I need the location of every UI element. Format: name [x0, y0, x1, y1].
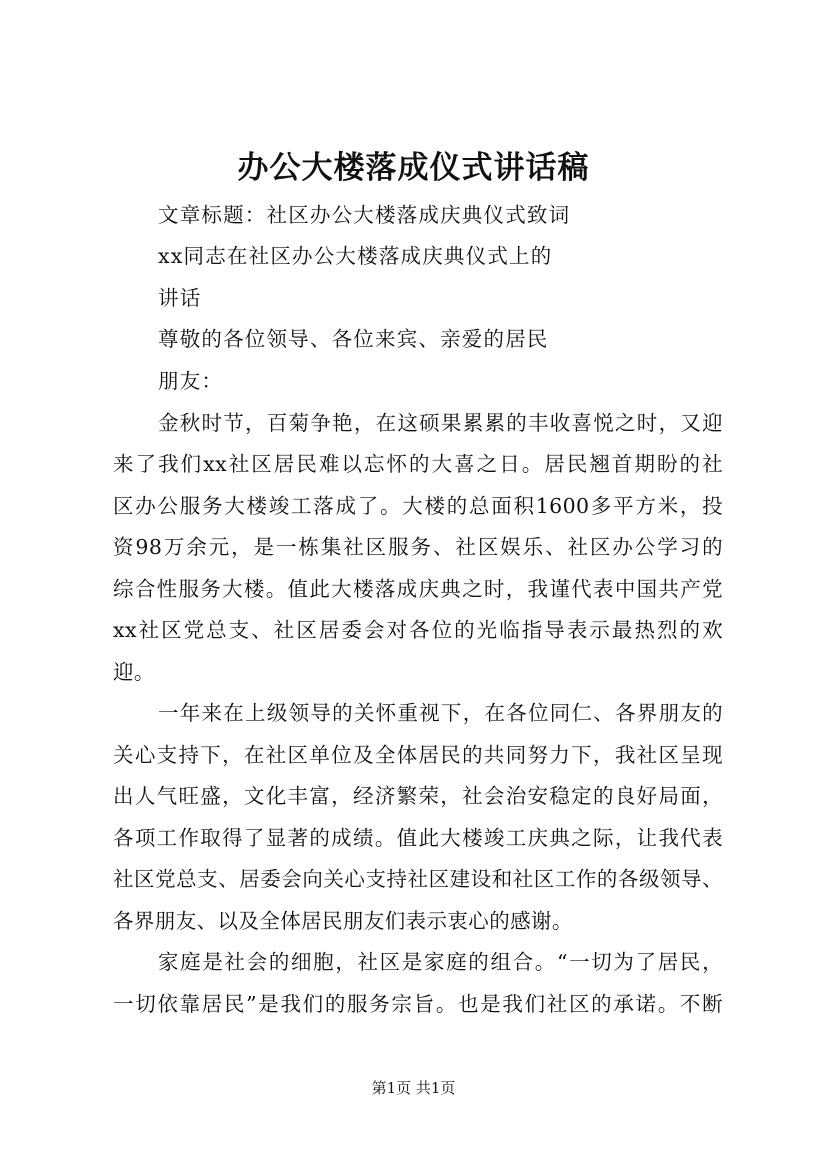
paragraph-3-line: 一切依靠居民”是我们的服务宗旨。也是我们社区的承诺。不断 [113, 992, 723, 1016]
paragraph-1-line: 资98万余元，是一栋集社区服务、社区娱乐、社区办公学习的 [113, 535, 723, 559]
paragraph-1-line: 来了我们xx社区居民难以忘怀的大喜之日。居民翘首期盼的社 [113, 452, 723, 476]
paragraph-1-line: 综合性服务大楼。值此大楼落成庆典之时，我谨代表中国共产党 [113, 577, 723, 601]
paragraph-2-line: 出人气旺盛，文化丰富，经济繁荣，社会治安稳定的良好局面， [113, 784, 723, 808]
paragraph-2-line: 社区党总支、居委会向关心支持社区建设和社区工作的各级领导、 [113, 867, 723, 891]
paragraph-1-line: 区办公服务大楼竣工落成了。大楼的总面积1600多平方米，投 [113, 494, 723, 518]
paragraph-2-line: 各界朋友、以及全体居民朋友们表示衷心的感谢。 [113, 909, 573, 933]
greeting-line: 尊敬的各位领导、各位来宾、亲爱的居民 [158, 327, 549, 351]
paragraph-2-line: 关心支持下，在社区单位及全体居民的共同努力下，我社区呈现 [113, 743, 723, 767]
paragraph-1-line: 金秋时节，百菊争艳，在这硕果累累的丰收喜悦之时，又迎 [158, 411, 723, 435]
greeting-continuation-line: 朋友： [158, 369, 224, 393]
article-title-line: 文章标题：社区办公大楼落成庆典仪式致词 [158, 203, 571, 227]
paragraph-2-line: 一年来在上级领导的关怀重视下，在各位同仁、各界朋友的 [158, 701, 723, 725]
paragraph-1-line: xx社区党总支、社区居委会对各位的光临指导表示最热烈的欢 [113, 618, 723, 642]
paragraph-3-line: 家庭是社会的细胞，社区是家庭的组合。“一切为了居民， [158, 950, 723, 974]
speaker-line: xx同志在社区办公大楼落成庆典仪式上的 [158, 244, 553, 268]
page-footer: 第1页 共1页 [371, 1079, 456, 1097]
paragraph-1-line: 迎。 [113, 660, 155, 684]
document-title: 办公大楼落成仪式讲话稿 [237, 150, 590, 186]
paragraph-2-line: 各项工作取得了显著的成绩。值此大楼竣工庆典之际，让我代表 [113, 826, 723, 850]
speech-line: 讲话 [158, 286, 202, 310]
